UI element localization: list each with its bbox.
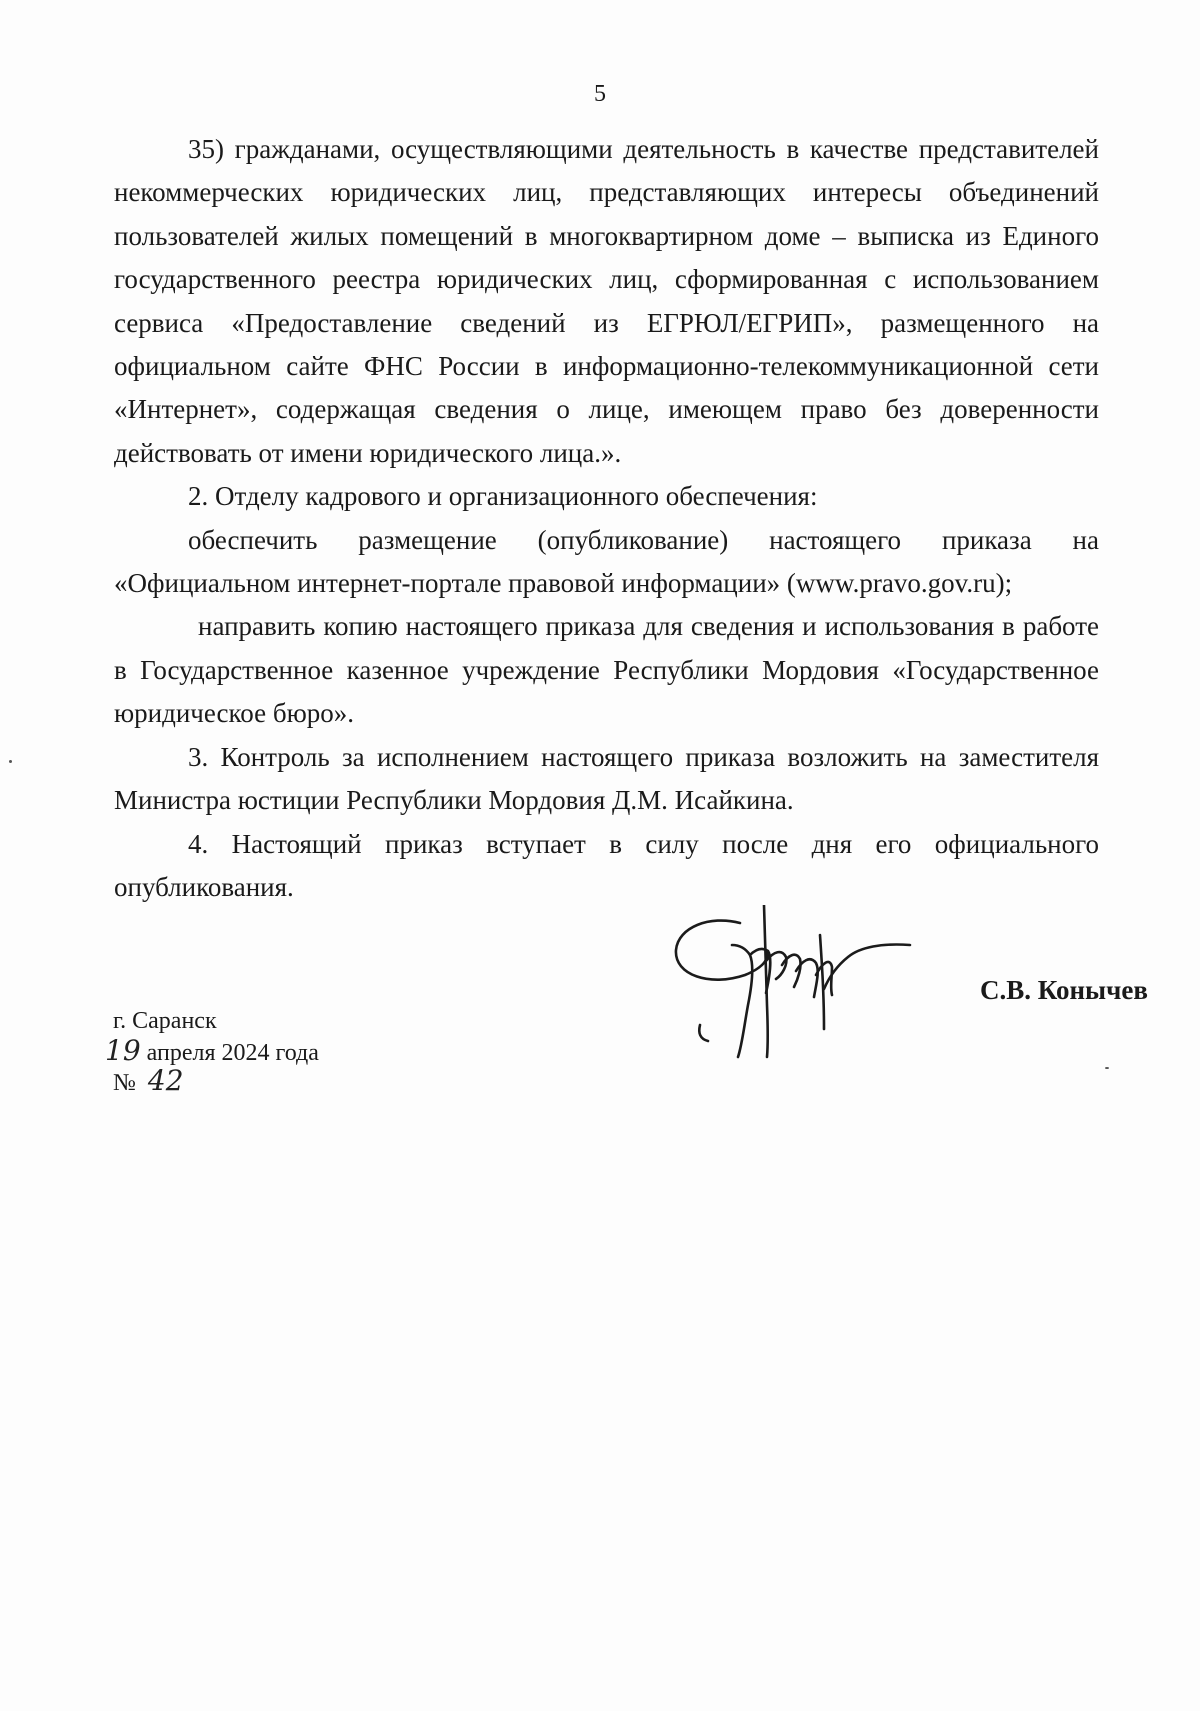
date-line <box>105 1034 473 1067</box>
city: г. Саранск <box>113 1008 217 1034</box>
handwritten-signature <box>670 905 960 1065</box>
date-text: апреля 2024 года <box>146 1040 319 1066</box>
document-body <box>114 128 1099 909</box>
scan-speck <box>9 760 12 763</box>
handwritten-order-number: 42 <box>147 1064 184 1097</box>
handwritten-day: 19 <box>105 1034 141 1067</box>
paragraph-2-publish: обеспечить размещение (опубликование) настоящего приказа на «Официальном интернет-портале правовой информации» (www.pravo.gov.ru); <box>114 524 1099 599</box>
paragraph-3: 3. Контроль за исполнением настоящего приказа возложить на заместителя Министра юстиции Республики Мордовия Д.М. Исайкина. <box>114 741 1099 816</box>
number-label: № <box>113 1070 136 1096</box>
paragraph-2: 2. Отделу кадрового и организационного обеспечения: <box>188 481 818 512</box>
paragraph-item-35: 35) гражданами, осуществляющими деятельность в качестве представителей некоммерческих юридических лиц, представляющих интересы объединений пользователей жилых помещений в многоквартирном доме – выписка из Единого государственного реестра юридических лиц, сформированная с использованием сервиса «Предоставление сведений из ЕГРЮЛ/ЕГРИП», размещенного на официальном сайте ФНС России в информационно-телекоммуникационной сети «Интернет», содержащая сведения о лице, имеющем право без доверенности действовать от имени юридического лица.». <box>114 134 1099 468</box>
city-line <box>113 1006 473 1036</box>
paragraph-4: 4. Настоящий приказ вступает в силу после дня его официального опубликования. <box>114 828 1099 902</box>
scan-speck <box>1105 1067 1109 1069</box>
page-number: 5 <box>594 81 606 107</box>
order-number-line <box>113 1066 473 1096</box>
signer-name: С.В. Конычев <box>980 975 1148 1005</box>
paragraph-2-send-copy: направить копию настоящего приказа для сведения и использования в работе в Государственное казенное учреждение Республики Мордовия «Государственное юридическое бюро». <box>114 611 1099 729</box>
place-date-block <box>105 1006 473 1097</box>
